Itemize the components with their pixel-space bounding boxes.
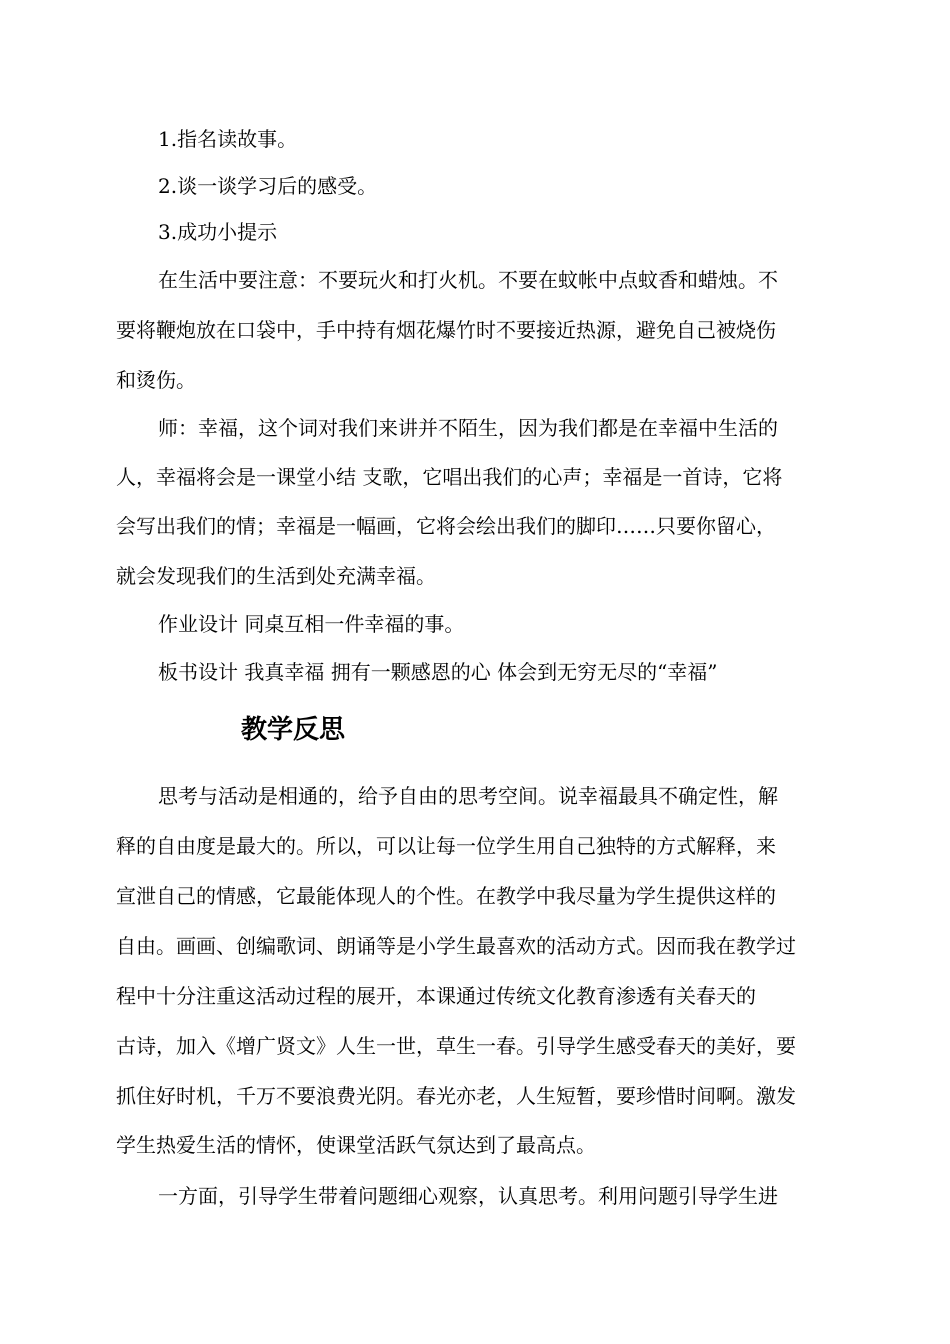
tips-line-2: 要将鞭炮放在口袋中，手中持有烟花爆竹时不要接近热源，避免自己被烧伤	[116, 318, 776, 342]
list-item-3: 3.成功小提示	[158, 220, 278, 244]
reflection-line-8: 学生热爱生活的情怀，使课堂活跃气氛达到了最高点。	[116, 1133, 596, 1157]
reflection-line-6: 古诗，加入《增广贤文》人生一世，草生一春。引导学生感受春天的美好，要	[116, 1034, 796, 1058]
reflection-line-1: 思考与活动是相通的，给予自由的思考空间。说幸福最具不确定性，解	[158, 784, 778, 808]
reflection-line-3: 宣泄自己的情感，它最能体现人的个性。在教学中我尽量为学生提供这样的	[116, 884, 776, 908]
reflection-line-4: 自由。画画、创编歌词、朗诵等是小学生最喜欢的活动方式。因而我在教学过	[116, 934, 796, 958]
teacher-line-4: 就会发现我们的生活到处充满幸福。	[116, 564, 436, 588]
list-item-2: 2.谈一谈学习后的感受。	[158, 174, 378, 198]
teacher-line-2: 人，幸福将会是一课堂小结 支歌，它唱出我们的心声；幸福是一首诗，它将	[116, 465, 783, 489]
reflection-line-5: 程中十分注重这活动过程的展开，本课通过传统文化教育渗透有关春天的	[116, 984, 756, 1008]
list-item-1: 1.指名读故事。	[158, 127, 298, 151]
reflection-line-9: 一方面，引导学生带着问题细心观察，认真思考。利用问题引导学生进	[158, 1184, 778, 1208]
teacher-line-3: 会写出我们的情；幸福是一幅画，它将会绘出我们的脚印……只要你留心，	[116, 514, 776, 538]
reflection-line-7: 抓住好时机，千万不要浪费光阴。春光亦老，人生短暂，要珍惜时间啊。激发	[116, 1084, 796, 1108]
reflection-line-2: 释的自由度是最大的。所以，可以让每一位学生用自己独特的方式解释，来	[116, 834, 776, 858]
board-design: 板书设计 我真幸福 拥有一颗感恩的心 体会到无穷无尽的“幸福”	[158, 660, 718, 684]
homework-design: 作业设计 同桌互相一件幸福的事。	[158, 612, 465, 636]
teacher-line-1: 师：幸福，这个词对我们来讲并不陌生，因为我们都是在幸福中生活的	[158, 416, 778, 440]
tips-line-1: 在生活中要注意：不要玩火和打火机。不要在蚊帐中点蚊香和蜡烛。不	[158, 268, 778, 292]
reflection-title: 教学反思	[241, 715, 346, 745]
tips-line-3: 和烫伤。	[116, 368, 196, 392]
